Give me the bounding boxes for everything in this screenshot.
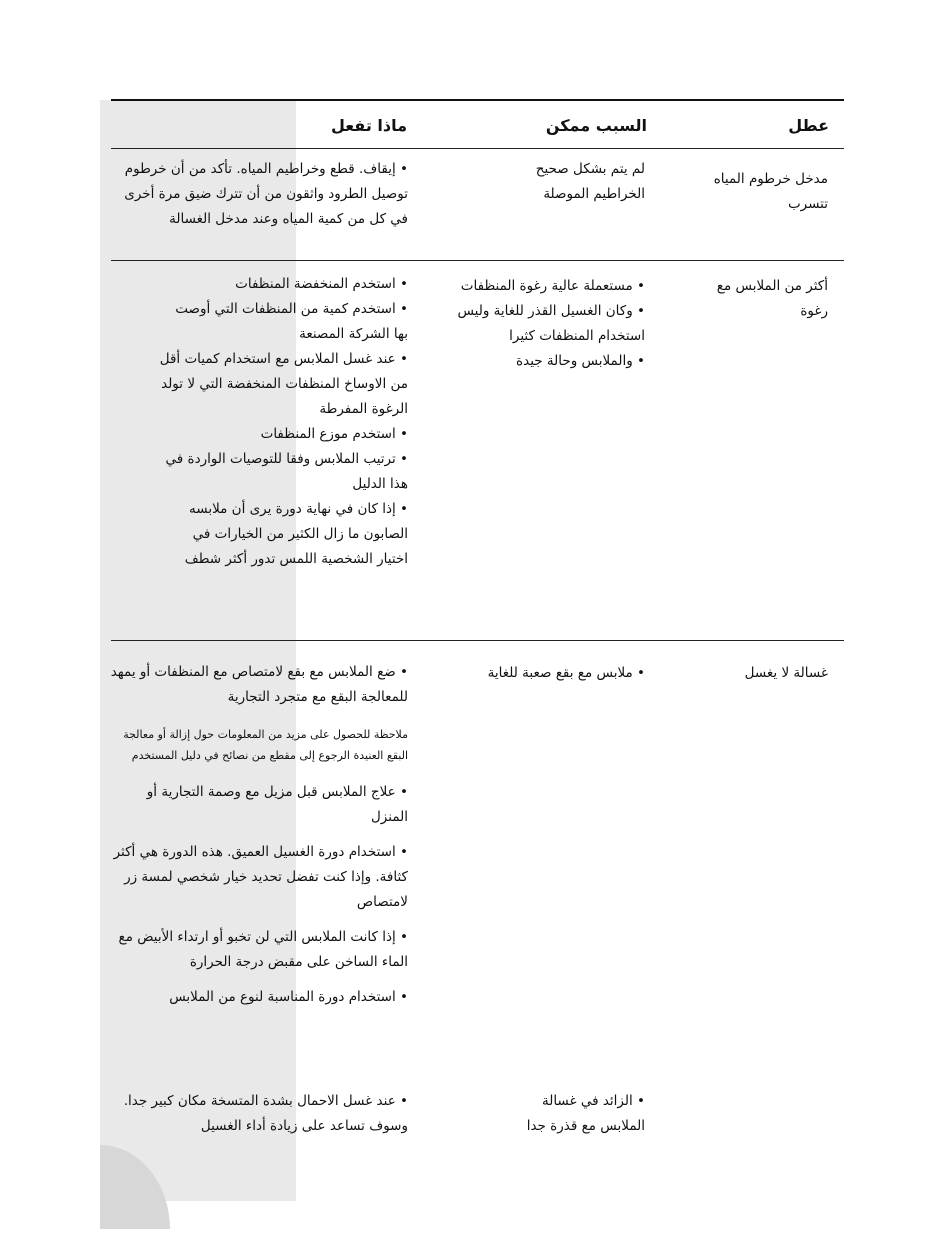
- row4-solution: • عند غسل الاحمال بشدة المتسخة مكان كبير جدا. وسوف تساعد على زيادة أداء الغسيل: [123, 1093, 408, 1134]
- row-rule-1: [111, 260, 844, 261]
- row1-cause: لم يتم بشكل صحيح الخراطيم الموصلة: [535, 161, 645, 202]
- row3-solution-item: • إذا كانت الملابس التي لن تخبو أو ارتداء الأبيض مع الماء الساخن على مقبض درجة الحرارة: [118, 929, 408, 970]
- header-cause: السبب ممكن: [545, 116, 647, 135]
- row1-solution: • إيقاف. قطع وخراطيم المياه. تأكد من أن خرطوم توصيل الطرود واثقون من أن تترك ضيق مرة أخرى في كل من كمية المياه وعند مدخل الغسالة: [124, 161, 408, 227]
- header-rule: [111, 148, 844, 149]
- row2-solution-item: • إذا كان في نهاية دورة يرى أن ملابسه الصابون ما زال الكثير من الخيارات في اختيار الشخصية اللمس تدور أكثر شطف: [184, 501, 408, 567]
- row2-solution-item: • استخدم كمية من المنظفات التي أوصت بها الشركة المصنعة: [175, 301, 408, 342]
- row2-cause-item: • والملابس وحالة جيدة: [516, 353, 645, 369]
- header-solution: ماذا تفعل: [330, 116, 407, 135]
- row2-cause: [453, 274, 645, 374]
- row2-problem: أكثر من الملابس مع رغوة: [716, 278, 828, 319]
- row3-solution-item: • استخدام دورة الغسيل العميق. هذه الدورة هي أكثر كثافة. وإذا كنت تفضل تحديد خيار شخصي لمسة زر لامتصاص: [113, 844, 408, 910]
- row2-cause-item: • مستعملة عالية رغوة المنظفات: [460, 278, 645, 294]
- row2-solution: [158, 272, 408, 572]
- solution-column-shading: [100, 100, 296, 1201]
- row1-problem: مدخل خرطوم المياه تتسرب: [713, 171, 828, 212]
- row2-solution-item: • استخدم موزع المنظفات: [260, 426, 408, 442]
- row3-problem: غسالة لا يغسل: [744, 665, 828, 681]
- row3-solution-item: • ضع الملابس مع بقع لامتصاص مع المنظفات أو يمهد للمعالجة البقع مع متجرد التجارية: [110, 664, 408, 705]
- header-problem: عطل: [788, 116, 829, 135]
- row4-cause: • الزائد في غسالة الملابس مع قذرة جدا: [526, 1093, 645, 1134]
- row-rule-2: [111, 640, 844, 641]
- row2-solution-item: • ترتيب الملابس وفقا للتوصيات الواردة في هذا الدليل: [165, 451, 408, 492]
- row2-solution-item: • عند غسل الملابس مع استخدام كميات أقل من الاوساخ المنظفات المنخفضة التي لا تولد الرغوة المفرطة: [159, 351, 408, 417]
- table-top-rule: [111, 99, 844, 101]
- row2-cause-item: • وكان الغسيل القذر للغاية وليس استخدام المنظفات كثيرا: [457, 303, 645, 344]
- row3-solution: [110, 660, 408, 1010]
- row2-solution-item: • استخدم المنخفضة المنظفات: [235, 276, 408, 292]
- row3-note: ملاحظة للحصول على مزيد من المعلومات حول إزالة أو معالجة البقع العنيدة الرجوع إلى مقطع من نصائح في دليل المستخدم: [123, 728, 408, 762]
- row3-solution-item: • استخدام دورة المناسبة لنوع من الملابس: [169, 989, 408, 1005]
- row3-solution-item: • علاج الملابس قبل مزيل مع وصمة التجارية أو المنزل: [146, 784, 408, 825]
- row3-cause: • ملابس مع بقع صعبة للغاية: [487, 665, 645, 681]
